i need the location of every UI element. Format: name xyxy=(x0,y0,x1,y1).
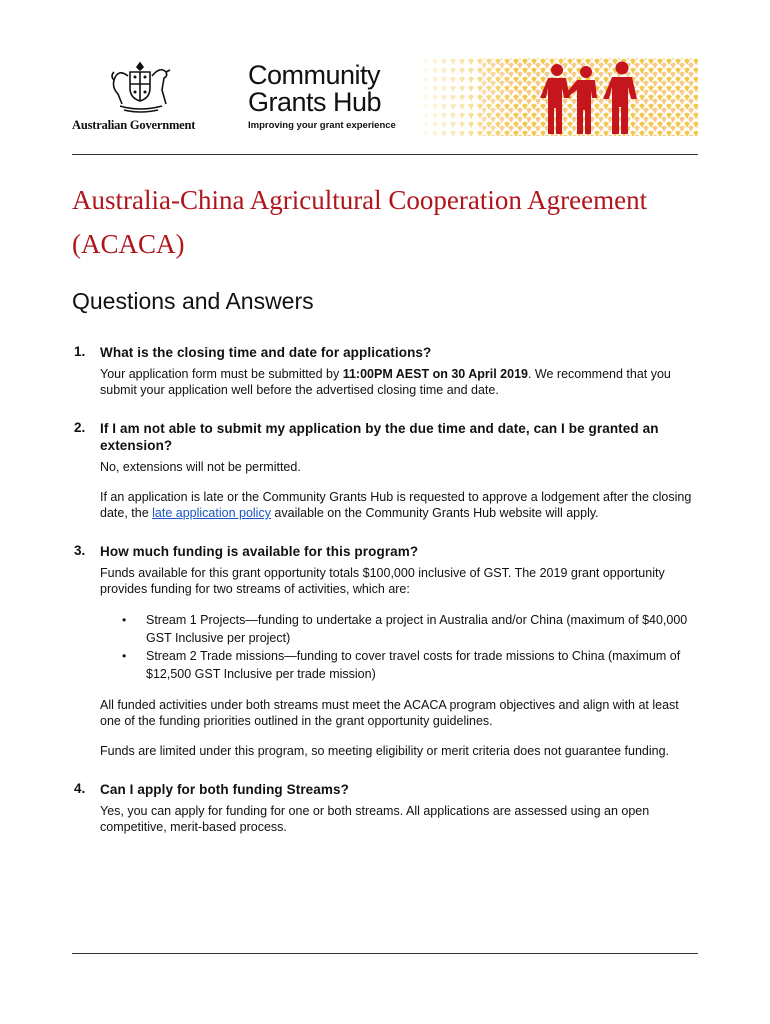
answer xyxy=(100,459,698,521)
answer-text: . We recommend that you submit your application well before the advertised closing time and date. xyxy=(100,367,671,397)
answer-paragraph: Funds available for this grant opportunity totals $100,000 inclusive of GST. The 2019 grant opportunity provides funding for two streams of activities, which are: xyxy=(100,566,665,596)
community-grants-hub-logo xyxy=(248,62,418,131)
page-title: Australia-China Agricultural Cooperation Agreement (ACACA) xyxy=(72,185,648,259)
question-text: How much funding is available for this program? xyxy=(100,544,419,559)
answer-paragraph: No, extensions will not be permitted. xyxy=(100,460,301,474)
header-divider xyxy=(72,154,698,155)
coat-of-arms-icon xyxy=(106,60,174,114)
question-text: If I am not able to submit my application by the due time and date, can I be granted an extension? xyxy=(100,421,659,453)
footer-divider xyxy=(72,953,698,954)
answer xyxy=(100,803,698,835)
answer-paragraph: All funded activities under both streams must meet the ACACA program objectives and align with at least one of the funding priorities outlined in the grant opportunity guidelines. xyxy=(100,698,679,728)
qa-item-1 xyxy=(72,344,698,398)
qa-item-4 xyxy=(72,781,698,835)
answer-paragraph: Funds are limited under this program, so meeting eligibility or merit criteria does not guarantee funding. xyxy=(100,744,670,758)
qa-item-2 xyxy=(72,420,698,521)
question-number: 3. xyxy=(74,543,86,558)
answer xyxy=(100,366,698,398)
answer xyxy=(100,565,698,759)
answer-text: If an application is late or the Community Grants Hub is requested to approve a lodgement after the closing date, the xyxy=(100,490,692,520)
answer-text: available on the Community Grants Hub website will apply. xyxy=(270,506,599,520)
question-text: Can I apply for both funding Streams? xyxy=(100,782,349,797)
people-handshake-banner-icon xyxy=(422,58,698,136)
answer-text: Your application form must be submitted by xyxy=(100,367,343,381)
page-header xyxy=(72,58,698,140)
qa-list xyxy=(72,344,698,857)
funding-streams-list xyxy=(100,611,698,683)
list-item: • Stream 2 Trade missions—funding to cover travel costs for trade missions to China (maximum of $12,500 GST Inclusive per trade mission) xyxy=(100,647,698,683)
answer-paragraph xyxy=(100,489,698,521)
government-name: Australian Government xyxy=(72,118,196,132)
hub-name-line1: Community xyxy=(248,60,381,90)
question-number: 4. xyxy=(74,781,86,796)
late-application-policy-link[interactable]: late application policy xyxy=(152,506,271,520)
hub-tagline: Improving your grant experience xyxy=(248,120,396,131)
qa-item-3 xyxy=(72,543,698,759)
answer-paragraph: Yes, you can apply for funding for one or both streams. All applications are assessed using an open competitive, merit-based process. xyxy=(100,804,650,834)
question-number: 1. xyxy=(74,344,86,359)
answer-paragraph xyxy=(100,366,698,398)
question-number: 2. xyxy=(74,420,86,435)
page-subtitle: Questions and Answers xyxy=(72,288,314,314)
australian-government-logo xyxy=(72,58,214,134)
closing-date-text: 11:00PM AEST on 30 April 2019 xyxy=(342,367,528,381)
hub-name-line2: Grants Hub xyxy=(248,87,382,117)
question-text: What is the closing time and date for applications? xyxy=(100,345,432,360)
list-item: • Stream 1 Projects—funding to undertake a project in Australia and/or China (maximum of $40,000 GST Inclusive per project) xyxy=(100,611,698,647)
